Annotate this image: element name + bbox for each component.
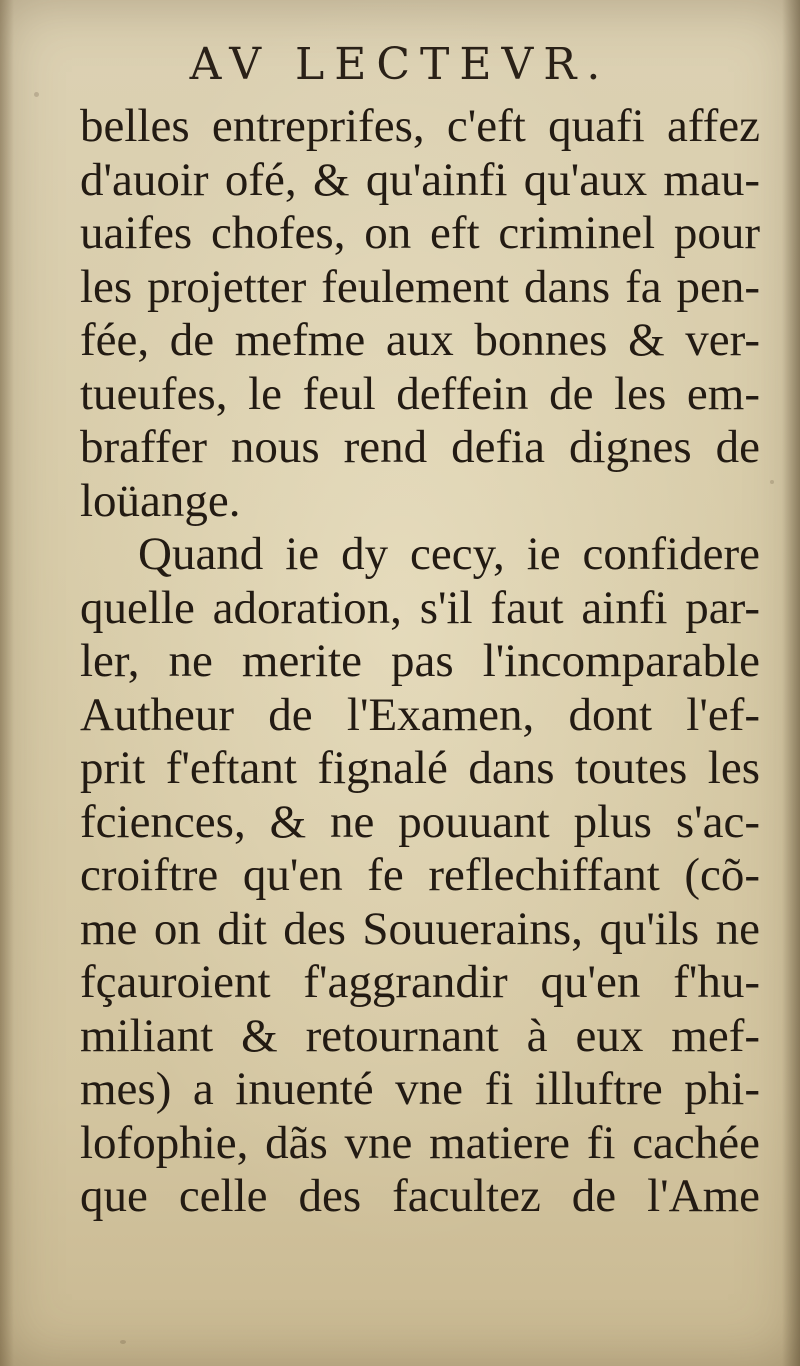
text-line: les projetter feulement dans fa pen- (80, 260, 760, 313)
text-line: belles entreprifes, c'eft quafi affez (80, 100, 760, 152)
text-line: ler, ne merite pas l'incomparable (80, 635, 760, 687)
ink-speck (120, 1340, 126, 1344)
text-line: fçauroient f'aggrandir qu'en f'hu- (80, 956, 760, 1008)
text-line: que celle des facultez de l'Ame (80, 1170, 760, 1222)
text-line: braffer nous rend defia dignes de (80, 421, 760, 473)
text-line: d'auoir ofé, & qu'ainfi qu'aux mau- (80, 153, 760, 206)
text-line: prit f'eftant fignalé dans toutes les (80, 742, 760, 794)
text-line: miliant & retournant à eux mef- (80, 1009, 760, 1062)
page-right-edge-shadow (782, 0, 800, 1366)
text-line: fciences, & ne pouuant plus s'ac- (80, 795, 760, 848)
ink-speck (770, 480, 774, 484)
text-line: uaifes chofes, on eft criminel pour (80, 207, 760, 259)
text-line: Autheur de l'Examen, dont l'ef- (80, 688, 760, 741)
text-line: me on dit des Souuerains, qu'ils ne (80, 902, 760, 955)
page-left-edge-shadow (0, 0, 14, 1366)
text-line: loüange. (80, 474, 241, 527)
paragraph-start-line: Quand ie dy cecy, ie confidere (138, 528, 760, 580)
ink-speck (34, 92, 39, 97)
text-line: lofophie, dãs vne matiere fi cachée (80, 1116, 760, 1169)
text-line: croiftre qu'en fe reflechiffant (cõ- (80, 849, 760, 901)
text-line: quelle adoration, s'il faut ainfi par- (80, 581, 760, 634)
body-text (80, 100, 760, 1224)
running-head: AV LECTEVR. (189, 39, 611, 90)
text-line: mes) a inuenté vne fi illuftre phi- (80, 1063, 760, 1115)
text-line: tueufes, le feul deffein de les em- (80, 367, 760, 420)
text-line: fée, de mefme aux bonnes & ver- (80, 314, 760, 366)
